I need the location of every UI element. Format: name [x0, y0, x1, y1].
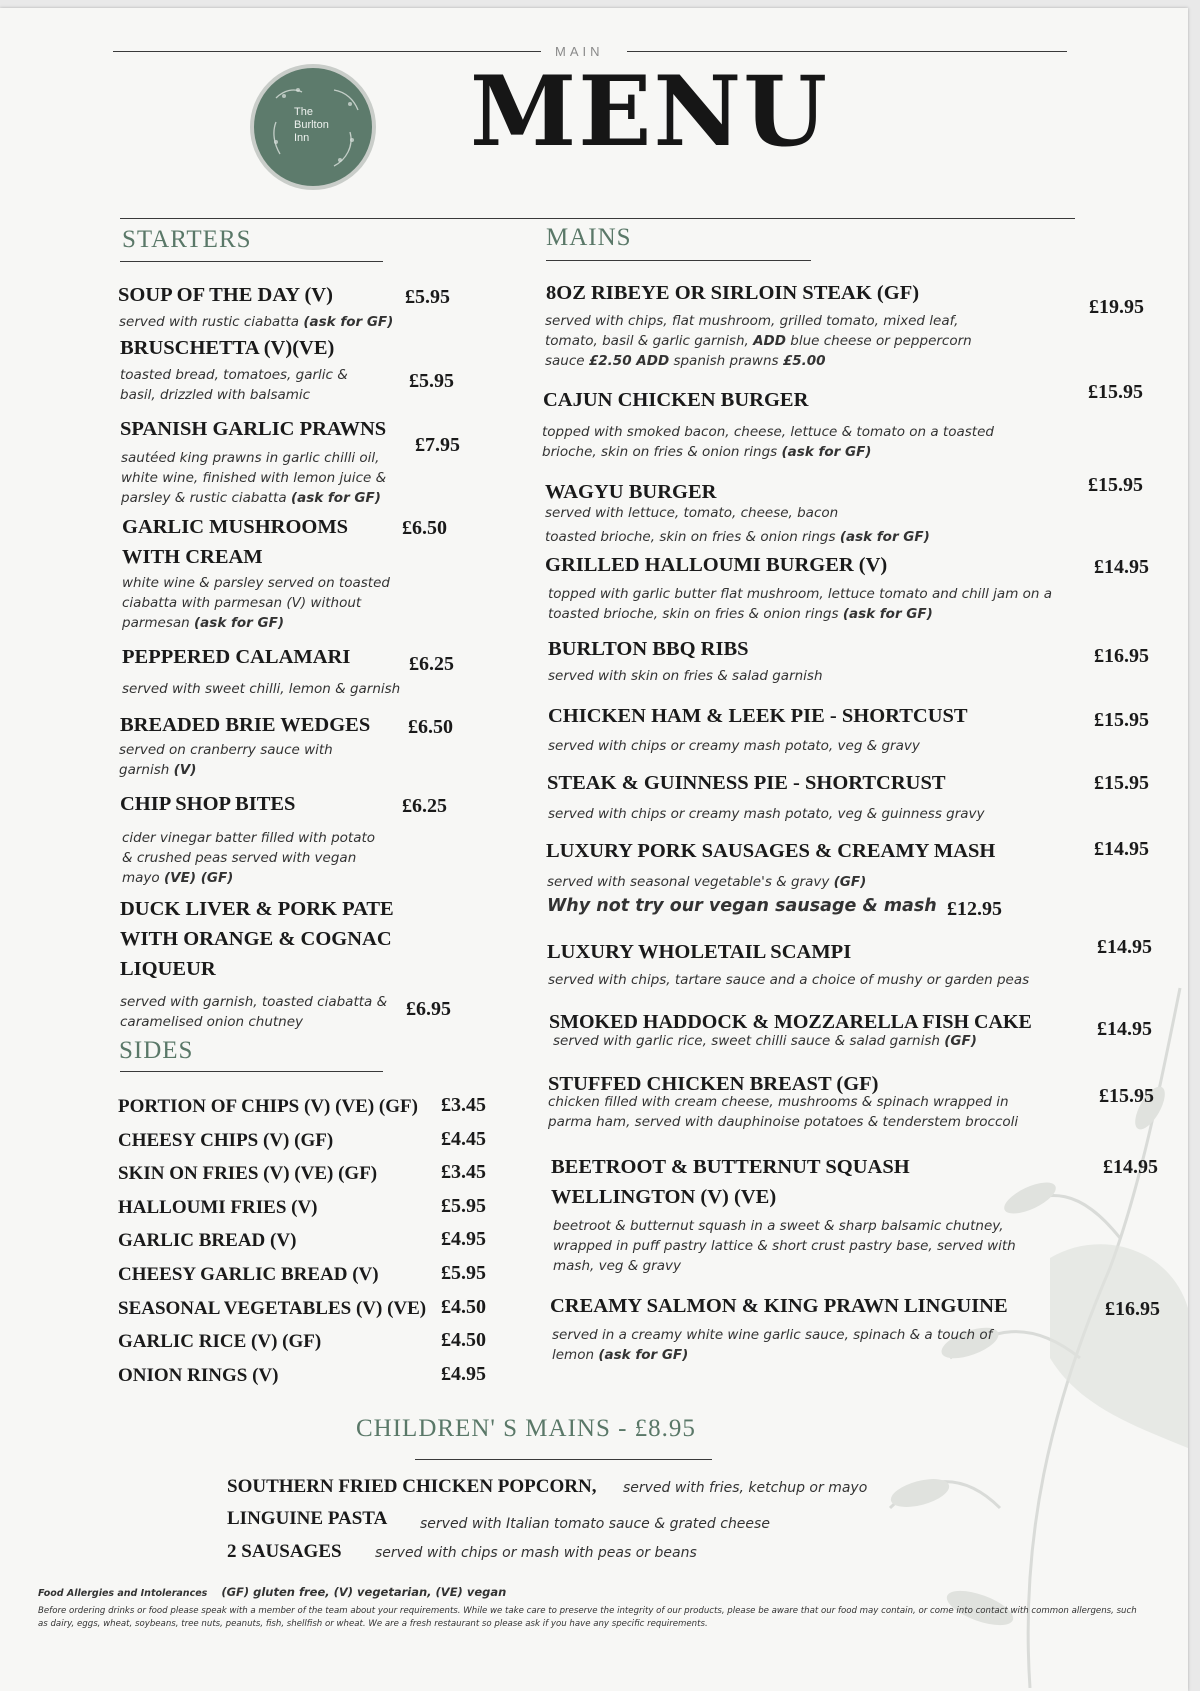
main-desc-text: topped with smoked bacon, cheese, lettuce & tomato on a toasted brioche, skin on fries & onion rings — [542, 424, 994, 460]
main-price: £14.95 — [1097, 1018, 1152, 1040]
starter-desc — [119, 740, 364, 780]
main-desc — [553, 1031, 977, 1051]
starter-price: £5.95 — [405, 286, 450, 308]
main-desc-text: served in a creamy white wine garlic sauce, spinach & a touch of lemon — [552, 1327, 993, 1363]
side-name: GARLIC BREAD (V) — [118, 1230, 297, 1252]
allergy-key: (GF) gluten free, (V) vegetarian, (VE) vegan — [221, 1585, 507, 1599]
menu-kicker: MAIN — [555, 44, 604, 59]
main-name: CAJUN CHICKEN BURGER — [543, 389, 809, 411]
starter-name: GARLIC MUSHROOMS — [122, 516, 349, 538]
main-price: £19.95 — [1089, 296, 1144, 318]
main-name: CHICKEN HAM & LEEK PIE - SHORTCUST — [548, 705, 968, 727]
main-name: CREAMY SALMON & KING PRAWN LINGUINE — [550, 1295, 1008, 1317]
main-desc-note: (ask for GF) — [598, 1347, 689, 1363]
main-name: GRILLED HALLOUMI BURGER (V) — [545, 554, 888, 576]
logo-text-line: The — [294, 106, 313, 118]
header-rule-left — [113, 51, 541, 52]
allergy-title — [38, 1585, 506, 1599]
side-price: £3.45 — [441, 1094, 486, 1116]
kid-item-desc: served with Italian tomato sauce & grated cheese — [420, 1516, 770, 1532]
main-name: BEETROOT & BUTTERNUT SQUASH — [551, 1156, 910, 1178]
main-name: SMOKED HADDOCK & MOZZARELLA FISH CAKE — [549, 1011, 1032, 1033]
main-desc — [547, 872, 866, 892]
main-desc: beetroot & butternut squash in a sweet & sharp balsamic chutney, wrapped in puff pastry lattice & short crust pastry base, served with mash, veg & gravy — [553, 1218, 1016, 1274]
logo-text-line: Inn — [294, 132, 310, 144]
mains-rule — [546, 260, 811, 261]
main-desc: served with chips or creamy mash potato, veg & gravy — [548, 738, 920, 754]
main-desc-text: toasted brioche, skin on fries & onion rings — [545, 529, 836, 545]
main-desc-text: blue cheese or peppercorn sauce — [545, 333, 972, 369]
logo — [250, 64, 376, 190]
main-price: £15.95 — [1094, 709, 1149, 731]
starter-price: £5.95 — [409, 370, 454, 392]
side-name: HALLOUMI FRIES (V) — [118, 1196, 318, 1218]
starter-name-line3: LIQUEUR — [120, 958, 216, 980]
botanical-illustration — [880, 888, 1188, 1688]
main-desc-note: (ask for GF) — [842, 606, 933, 622]
starter-desc-text: served on cranberry sauce with garnish — [119, 742, 333, 778]
starters-heading: STARTERS — [122, 226, 252, 253]
main-name: BURLTON BBQ RIBS — [548, 638, 749, 660]
starter-desc: toasted bread, tomatoes, garlic & basil, drizzled with balsamic — [120, 367, 348, 403]
main-price: £15.95 — [1099, 1085, 1154, 1107]
starter-name: SPANISH GARLIC PRAWNS — [120, 418, 387, 440]
starter-desc — [122, 573, 397, 633]
main-price: £15.95 — [1088, 474, 1143, 496]
main-price: £14.95 — [1094, 838, 1149, 860]
main-desc: served with chips, tartare sauce and a choice of mushy or garden peas — [548, 972, 1030, 988]
starter-desc-text: white wine & parsley served on toasted ciabatta with parmesan (V) without parmesan — [122, 575, 390, 631]
main-desc-text: served with chips, flat mushroom, grilled tomato, mixed leaf, tomato, basil & garlic garnish, — [545, 313, 959, 349]
children-rule — [415, 1459, 712, 1460]
main-name: WAGYU BURGER — [545, 481, 717, 503]
starter-name: CHIP SHOP BITES — [120, 793, 296, 815]
starter-name-line2: WITH ORANGE & COGNAC — [120, 928, 392, 950]
side-name: CHEESY CHIPS (V) (GF) — [118, 1129, 334, 1151]
starter-desc — [121, 448, 406, 508]
starter-desc-note: (ask for GF) — [290, 490, 381, 506]
side-price: £4.50 — [441, 1329, 486, 1352]
starter-desc: served with garnish, toasted ciabatta & caramelised onion chutney — [120, 994, 388, 1030]
main-price: £16.95 — [1094, 645, 1149, 667]
starter-name: PEPPERED CALAMARI — [122, 646, 351, 668]
side-price: £4.95 — [441, 1362, 486, 1385]
side-price: £3.45 — [441, 1161, 486, 1184]
main-name: LUXURY PORK SAUSAGES & CREAMY MASH — [546, 840, 996, 862]
starter-name: DUCK LIVER & PORK PATE — [120, 898, 394, 920]
main-desc-text: served with garlic rice, sweet chilli sauce & salad garnish — [553, 1033, 940, 1049]
side-name: CHEESY GARLIC BREAD (V) — [118, 1264, 379, 1285]
starter-desc-text: cider vinegar batter filled with potato & crushed peas served with vegan mayo — [122, 830, 376, 886]
vegan-alternative-price: £12.95 — [947, 898, 1002, 920]
side-price: £4.95 — [441, 1228, 486, 1251]
starter-name: BREADED BRIE WEDGES — [120, 714, 371, 736]
starter-price: £6.50 — [408, 716, 453, 738]
main-price: £14.95 — [1094, 556, 1149, 578]
starter-price: £6.95 — [406, 998, 451, 1020]
sides-rule — [120, 1071, 383, 1072]
main-desc-text: served with seasonal vegetable's & gravy — [547, 874, 830, 890]
starter-desc-note: (ask for GF) — [303, 314, 394, 330]
starter-desc-note: (ask for GF) — [194, 615, 284, 631]
starter-price: £6.25 — [402, 795, 447, 817]
main-desc-note: (ask for GF) — [781, 444, 872, 460]
main-desc — [545, 527, 930, 547]
side-price: £5.95 — [441, 1194, 486, 1217]
main-desc-note: £5.00 — [782, 353, 826, 369]
main-name: STUFFED CHICKEN BREAST (GF) — [548, 1073, 879, 1095]
allergy-title-text: Food Allergies and Intolerances — [38, 1588, 208, 1599]
starter-desc — [119, 312, 419, 332]
starter-desc-text: sautéed king prawns in garlic chilli oil, white wine, finished with lemon juice & parsley & rustic ciabatta — [121, 450, 387, 506]
starter-name: SOUP OF THE DAY (V) — [118, 284, 333, 306]
main-name: STEAK & GUINNESS PIE - SHORTCRUST — [547, 772, 946, 794]
starter-name-line2: WITH CREAM — [122, 546, 263, 568]
main-price: £15.95 — [1094, 772, 1149, 794]
main-desc-note: (GF) — [944, 1033, 977, 1049]
main-name: 8OZ RIBEYE OR SIRLOIN STEAK (GF) — [546, 282, 920, 304]
main-price: £15.95 — [1088, 381, 1143, 403]
logo-text — [294, 106, 329, 145]
vegan-alternative: Why not try our vegan sausage & mash — [547, 896, 937, 916]
side-name: ONION RINGS (V) — [118, 1364, 279, 1386]
main-desc: served with lettuce, tomato, cheese, bacon — [545, 505, 839, 521]
kid-item-desc: served with chips or mash with peas or beans — [375, 1545, 697, 1561]
starter-desc-note: (V) — [173, 762, 197, 778]
starter-desc-text: served with rustic ciabatta — [119, 314, 300, 330]
main-price: £14.95 — [1097, 936, 1152, 958]
page-title: MENU — [470, 55, 829, 168]
kid-item-name: 2 SAUSAGES — [227, 1541, 342, 1562]
side-name: GARLIC RICE (V) (GF) — [118, 1331, 322, 1353]
menu-page — [0, 8, 1188, 1691]
main-name-line2: WELLINGTON (V) (VE) — [551, 1186, 777, 1208]
main-desc-note: £2.50 ADD — [588, 353, 670, 369]
allergy-notice: Before ordering drinks or food please speak with a member of the team about your requirements. While we take care to preserve the integrity of our products, please be aware that our food may contain, or come into contact with common allergens, such as dairy, eggs, wheat, soybeans, tree nuts, peanuts, fish, shellfish or wheat. We are a fresh restaurant so please ask if you have any specific requirements. — [38, 1606, 1137, 1629]
main-desc-text: spanish prawns — [673, 353, 779, 369]
main-desc: chicken filled with cream cheese, mushrooms & spinach wrapped in parma ham, served with dauphinoise potatoes & tenderstem broccoli — [548, 1094, 1019, 1130]
side-price: £5.95 — [441, 1262, 486, 1284]
main-price: £14.95 — [1103, 1156, 1158, 1178]
main-desc — [545, 311, 995, 371]
kid-item-name: LINGUINE PASTA — [227, 1508, 388, 1529]
main-desc — [552, 1325, 1022, 1365]
sides-heading: SIDES — [119, 1037, 194, 1064]
main-price: £16.95 — [1105, 1298, 1160, 1320]
starter-price: £6.50 — [402, 517, 447, 539]
mains-heading: MAINS — [546, 224, 632, 251]
starter-name: BRUSCHETTA (V)(VE) — [120, 337, 335, 359]
starter-desc: served with sweet chilli, lemon & garnish — [122, 681, 401, 697]
children-heading: CHILDREN' S MAINS - £8.95 — [356, 1415, 696, 1442]
starter-desc-note: (VE) (GF) — [163, 870, 234, 886]
starter-price: £7.95 — [415, 434, 460, 456]
kid-item-desc: served with fries, ketchup or mayo — [623, 1480, 868, 1496]
main-desc-note: (ask for GF) — [839, 529, 930, 545]
side-name: PORTION OF CHIPS (V) (VE) (GF) — [118, 1096, 418, 1117]
side-name: SEASONAL VEGETABLES (V) (VE) — [118, 1297, 427, 1319]
side-price: £4.45 — [441, 1127, 486, 1150]
header-rule-bottom — [120, 218, 1075, 219]
starters-rule — [120, 261, 383, 262]
kid-item-name: SOUTHERN FRIED CHICKEN POPCORN, — [227, 1476, 597, 1497]
main-desc-note: ADD — [753, 333, 786, 349]
main-desc-note: (GF) — [833, 874, 867, 890]
logo-text-line: Burlton — [294, 119, 329, 131]
main-name: LUXURY WHOLETAIL SCAMPI — [547, 941, 852, 963]
header-rule-right — [627, 51, 1067, 52]
main-desc: served with chips or creamy mash potato, veg & guinness gravy — [548, 806, 985, 822]
starter-desc — [122, 828, 387, 888]
main-desc-text: topped with garlic butter flat mushroom, lettuce tomato and chill jam on a toasted brioche, skin on fries & onion rings — [548, 586, 1053, 622]
main-desc: served with skin on fries & salad garnish — [548, 668, 823, 684]
starter-price: £6.25 — [409, 653, 454, 675]
main-desc — [542, 422, 1022, 462]
side-price: £4.50 — [441, 1295, 486, 1318]
main-desc — [548, 584, 1068, 624]
side-name: SKIN ON FRIES (V) (VE) (GF) — [118, 1163, 378, 1185]
